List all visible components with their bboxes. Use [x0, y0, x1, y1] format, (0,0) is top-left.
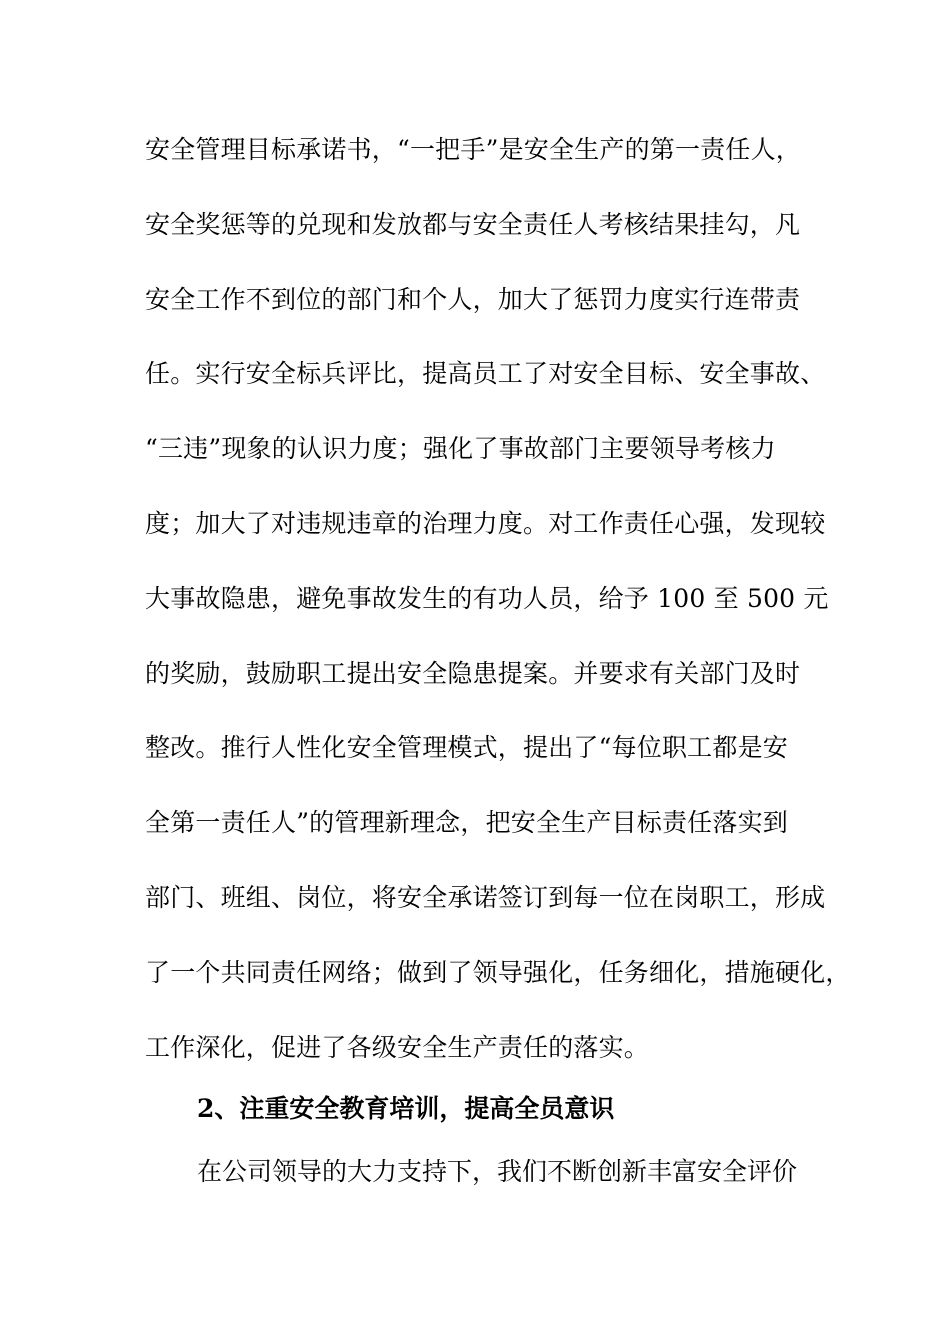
section-heading: 2、注重安全教育培训，提高全员意识: [197, 1094, 615, 1123]
paragraph-line: 的奖励，鼓励职工提出安全隐患提案。并要求有关部门及时: [145, 659, 801, 688]
paragraph-line: 整改。推行人性化安全管理模式，提出了“每位职工都是安: [145, 733, 788, 762]
paragraph-line: 部门、班组、岗位，将安全承诺签订到每一位在岗职工，形成: [145, 883, 826, 912]
paragraph-line: 安全管理目标承诺书，“一把手”是安全生产的第一责任人，: [145, 135, 801, 164]
paragraph-line: 大事故隐患，避免事故发生的有功人员，给予 100 至 500 元: [145, 584, 829, 613]
paragraph-first-line: 在公司领导的大力支持下，我们不断创新丰富安全评价: [197, 1157, 798, 1186]
paragraph-line: 任。实行安全标兵评比，提高员工了对安全目标、安全事故、: [145, 359, 826, 388]
paragraph-line: 安全奖惩等的兑现和发放都与安全责任人考核结果挂勾，凡: [145, 210, 801, 239]
paragraph-line: 全第一责任人”的管理新理念，把安全生产目标责任落实到: [145, 808, 788, 837]
paragraph-line: 了一个共同责任网络；做到了领导强化，任务细化，措施硬化，: [145, 958, 851, 987]
paragraph-line: 度；加大了对违规违章的治理力度。对工作责任心强，发现较: [145, 509, 826, 538]
paragraph-line: 安全工作不到位的部门和个人，加大了惩罚力度实行连带责: [145, 285, 801, 314]
paragraph-line: 工作深化，促进了各级安全生产责任的落实。: [145, 1033, 650, 1062]
paragraph-line: “三违”现象的认识力度；强化了事故部门主要领导考核力: [145, 434, 776, 463]
